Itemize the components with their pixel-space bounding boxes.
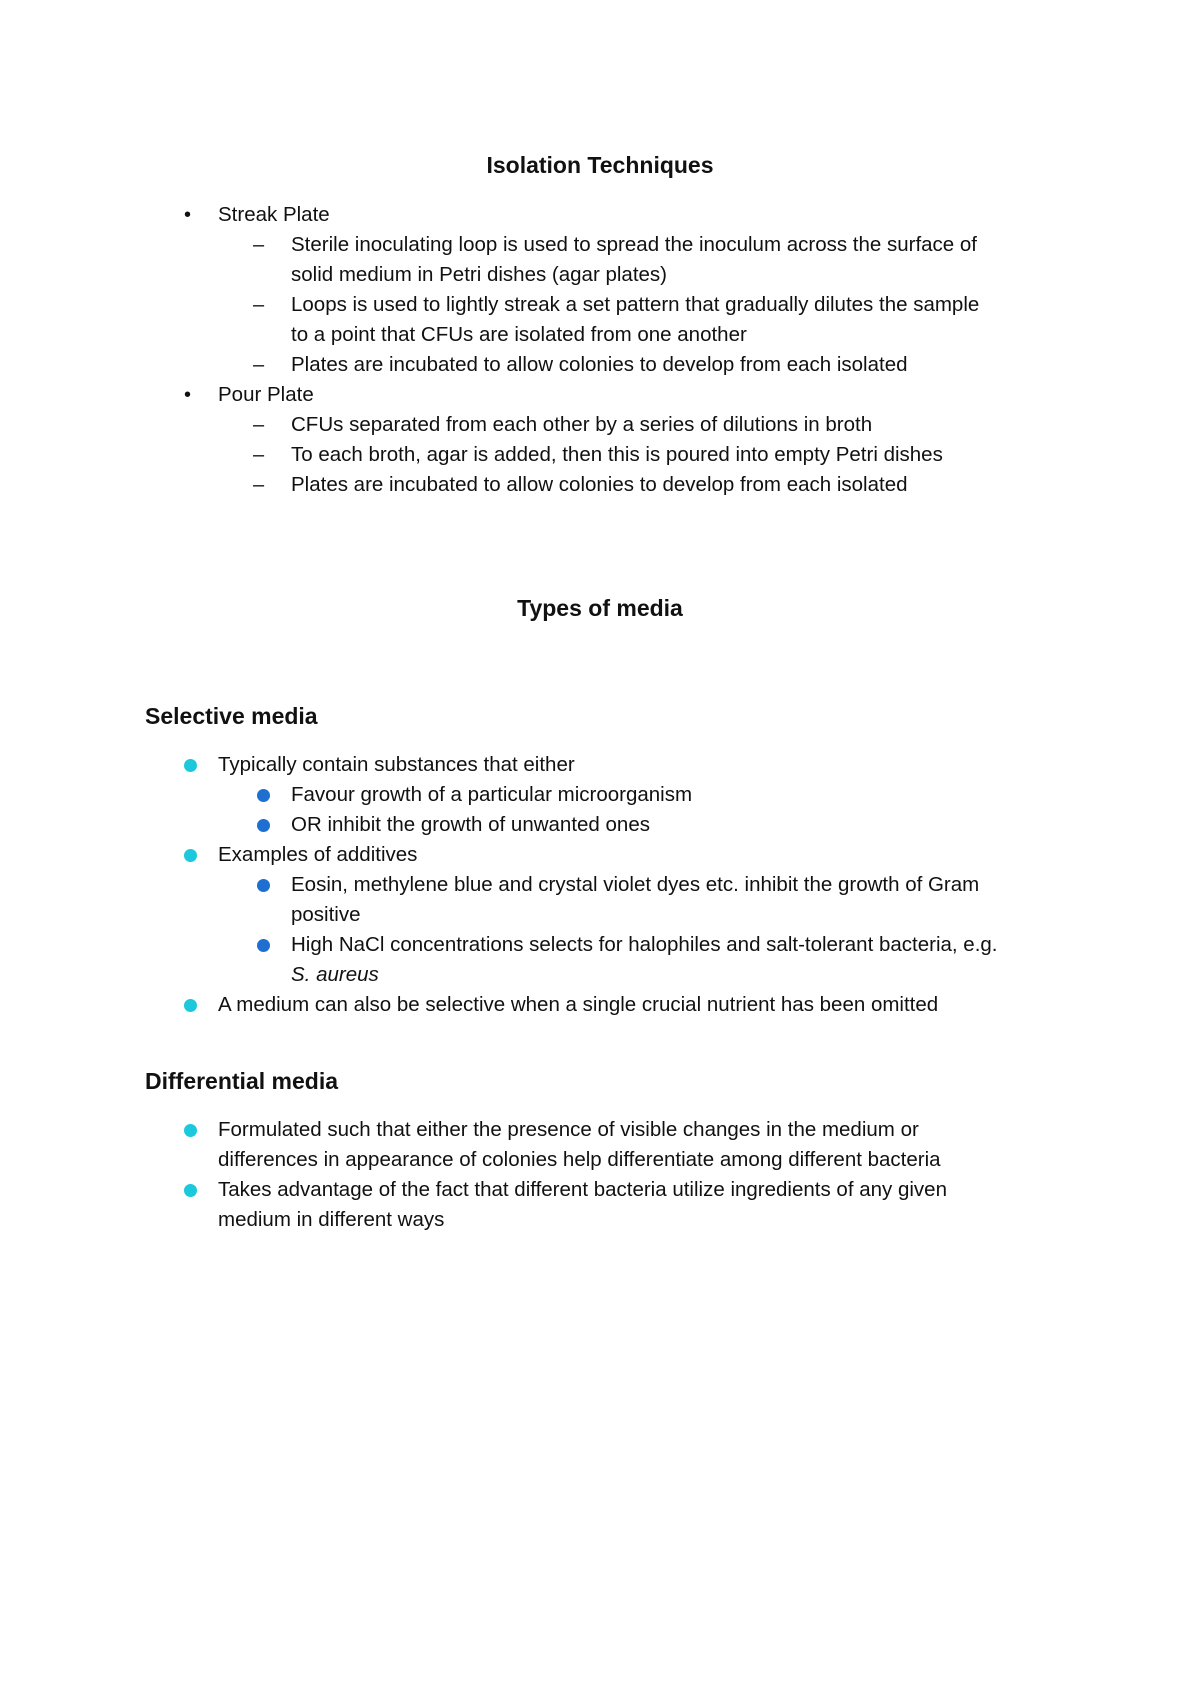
types-of-media-title: Types of media: [517, 595, 683, 621]
sub-bullet-dot: [257, 819, 270, 832]
bullet-marker: •: [184, 384, 192, 406]
selective-sub-item: Favour growth of a particular microorganism: [291, 783, 693, 806]
line: Loops is used to lightly streak a set pattern that gradually dilutes the sample: [291, 293, 980, 316]
line: differences in appearance of colonies help differentiate among different bacteria: [218, 1148, 941, 1171]
selective-sub-item: OR inhibit the growth of unwanted ones: [291, 813, 650, 836]
dash-marker: –: [253, 444, 265, 466]
selective-sub-item: [291, 930, 1061, 990]
bullet-dot: [184, 1124, 197, 1137]
streak-item-2: [291, 290, 1061, 350]
line: Plates are incubated to allow colonies to develop from each isolated: [291, 353, 908, 376]
pour-item-3: Plates are incubated to allow colonies to develop from each isolated: [291, 473, 908, 496]
line: Sterile inoculating loop is used to spread the inoculum across the surface of: [291, 233, 977, 256]
dash-marker: –: [253, 354, 265, 376]
pour-item-2: To each broth, agar is added, then this is poured into empty Petri dishes: [291, 443, 943, 466]
selective-sub-item: [291, 870, 1061, 930]
selective-item-3: A medium can also be selective when a single crucial nutrient has been omitted: [218, 993, 939, 1016]
line: Formulated such that either the presence of visible changes in the medium or: [218, 1118, 919, 1141]
dash-marker: –: [253, 474, 265, 496]
bullet-marker: •: [184, 204, 192, 226]
differential-media-title: Differential media: [145, 1068, 338, 1094]
streak-item-3: [291, 350, 1061, 380]
streak-item-1: [291, 230, 1061, 290]
line: Takes advantage of the fact that different bacteria utilize ingredients of any given: [218, 1178, 947, 1201]
selective-item-2: Examples of additives: [218, 843, 418, 866]
line: solid medium in Petri dishes (agar plates): [291, 263, 667, 286]
bullet-dot: [184, 1184, 197, 1197]
line: medium in different ways: [218, 1208, 445, 1231]
sub-bullet-dot: [257, 789, 270, 802]
bullet-dot: [184, 999, 197, 1012]
pour-item-1: CFUs separated from each other by a series of dilutions in broth: [291, 413, 873, 436]
isolation-title: Isolation Techniques: [486, 152, 714, 178]
bullet-dot: [184, 849, 197, 862]
selective-item-1: Typically contain substances that either: [218, 753, 575, 776]
selective-media-title: Selective media: [145, 703, 318, 729]
sub-bullet-dot: [257, 879, 270, 892]
dash-marker: –: [253, 234, 265, 256]
sub-bullet-dot: [257, 939, 270, 952]
species-name: S. aureus: [291, 963, 379, 986]
differential-item-2: [218, 1175, 1048, 1235]
pour-plate-label: Pour Plate: [218, 383, 314, 406]
streak-plate-label: Streak Plate: [218, 203, 330, 226]
bullet-dot: [184, 759, 197, 772]
line: positive: [291, 903, 361, 926]
differential-item-1: [218, 1115, 1048, 1175]
line: High NaCl concentrations selects for halophiles and salt-tolerant bacteria, e.g.: [291, 933, 998, 956]
line: to a point that CFUs are isolated from one another: [291, 323, 747, 346]
dash-marker: –: [253, 414, 265, 436]
dash-marker: –: [253, 294, 265, 316]
line: Eosin, methylene blue and crystal violet dyes etc. inhibit the growth of Gram: [291, 873, 980, 896]
